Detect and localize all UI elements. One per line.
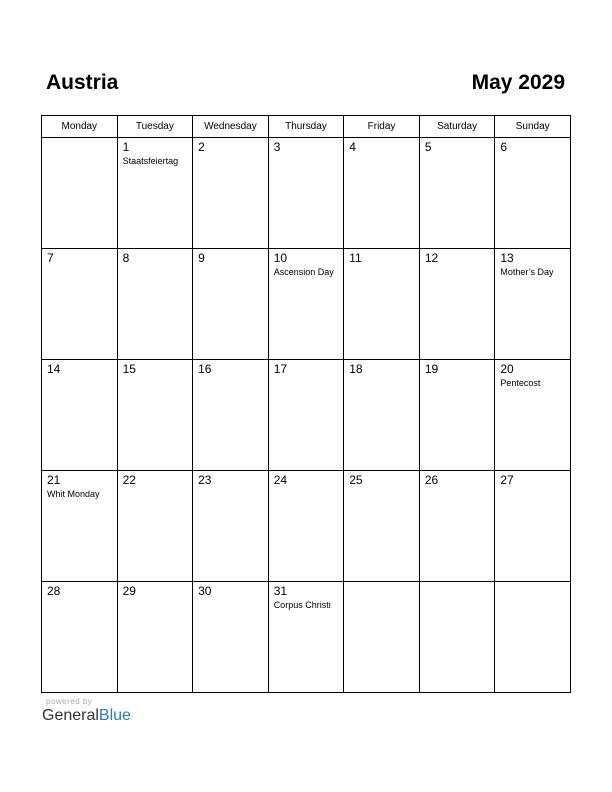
day-number: 18 xyxy=(349,362,363,376)
day-number: 4 xyxy=(349,140,356,154)
day-cell xyxy=(193,249,269,360)
day-number: 11 xyxy=(349,251,362,265)
weekday-header: Monday xyxy=(42,116,118,138)
day-number: 6 xyxy=(500,140,508,154)
day-cell xyxy=(193,582,269,693)
day-number: 27 xyxy=(500,473,514,487)
day-cell xyxy=(495,249,571,360)
day-number: 5 xyxy=(424,140,432,154)
weekday-header: Wednesday xyxy=(193,116,269,138)
day-number: 31 xyxy=(273,584,288,598)
day-cell xyxy=(419,582,495,693)
weekday-header: Sunday xyxy=(495,116,571,138)
day-number: 21 xyxy=(47,473,61,487)
day-cell xyxy=(268,249,344,360)
day-cell xyxy=(117,471,193,582)
day-cell xyxy=(419,249,495,360)
day-number: 30 xyxy=(198,584,212,598)
day-number: 14 xyxy=(47,362,61,376)
day-cell xyxy=(42,471,118,582)
powered-by-text: powered by xyxy=(46,697,93,706)
week-row xyxy=(42,138,571,249)
day-cell xyxy=(268,582,344,693)
day-cell xyxy=(495,360,571,471)
weekday-header: Saturday xyxy=(419,116,495,138)
day-number: 16 xyxy=(198,362,212,376)
month-calendar-grid xyxy=(41,115,571,693)
calendar-month-title: May 2029 xyxy=(471,71,565,94)
day-number: 22 xyxy=(122,473,136,487)
week-row xyxy=(42,471,571,582)
weekday-header: Friday xyxy=(344,116,420,138)
week-row xyxy=(42,582,571,693)
day-number: 13 xyxy=(500,251,514,265)
logo-blue-text: Blue xyxy=(98,707,131,724)
day-cell xyxy=(495,138,571,249)
weekday-header: Thursday xyxy=(268,116,344,138)
day-cell xyxy=(42,249,118,360)
week-row xyxy=(42,249,571,360)
day-cell xyxy=(193,138,269,249)
day-number: 28 xyxy=(47,584,61,598)
calendar-country-title: Austria xyxy=(46,71,119,94)
day-cell xyxy=(268,138,344,249)
day-number: 9 xyxy=(198,251,205,265)
day-number: 24 xyxy=(273,473,288,487)
day-cell xyxy=(193,471,269,582)
day-number: 7 xyxy=(47,251,54,265)
holiday-label: Ascension Day xyxy=(273,267,334,277)
day-cell xyxy=(117,249,193,360)
day-number: 19 xyxy=(424,362,439,376)
holiday-label: Mother’s Day xyxy=(500,267,554,277)
day-cell xyxy=(42,360,118,471)
day-cell xyxy=(117,138,193,249)
day-number: 20 xyxy=(500,362,514,376)
day-number: 23 xyxy=(198,473,212,487)
day-number: 15 xyxy=(122,362,136,376)
day-number: 29 xyxy=(122,584,136,598)
day-number: 10 xyxy=(273,251,288,265)
day-cell xyxy=(193,360,269,471)
day-cell xyxy=(344,471,420,582)
day-cell xyxy=(419,360,495,471)
day-number: 2 xyxy=(198,140,205,154)
day-cell xyxy=(344,360,420,471)
day-cell xyxy=(42,138,118,249)
day-number: 8 xyxy=(122,251,130,265)
day-cell xyxy=(344,249,420,360)
day-cell xyxy=(495,582,571,693)
holiday-label: Whit Monday xyxy=(47,489,100,499)
week-row xyxy=(42,360,571,471)
weekday-header-row xyxy=(42,116,571,138)
day-number: 17 xyxy=(273,362,288,376)
day-cell xyxy=(419,138,495,249)
logo-general-text: General xyxy=(42,707,99,724)
day-number: 26 xyxy=(424,473,439,487)
day-cell xyxy=(419,471,495,582)
holiday-label: Staatsfeiertag xyxy=(122,156,179,166)
day-number: 3 xyxy=(273,140,281,154)
day-cell xyxy=(495,471,571,582)
day-cell xyxy=(268,471,344,582)
day-number: 25 xyxy=(349,473,363,487)
day-number: 12 xyxy=(424,251,439,265)
generalblue-logo xyxy=(42,707,131,725)
day-number: 1 xyxy=(122,140,130,154)
holiday-label: Corpus Christi xyxy=(273,600,331,610)
day-cell xyxy=(117,582,193,693)
day-cell xyxy=(117,360,193,471)
weekday-header: Tuesday xyxy=(117,116,193,138)
day-cell xyxy=(42,582,118,693)
day-cell xyxy=(344,138,420,249)
holiday-label: Pentecost xyxy=(500,378,541,388)
day-cell xyxy=(268,360,344,471)
generalblue-branding xyxy=(42,697,131,725)
day-cell xyxy=(344,582,420,693)
